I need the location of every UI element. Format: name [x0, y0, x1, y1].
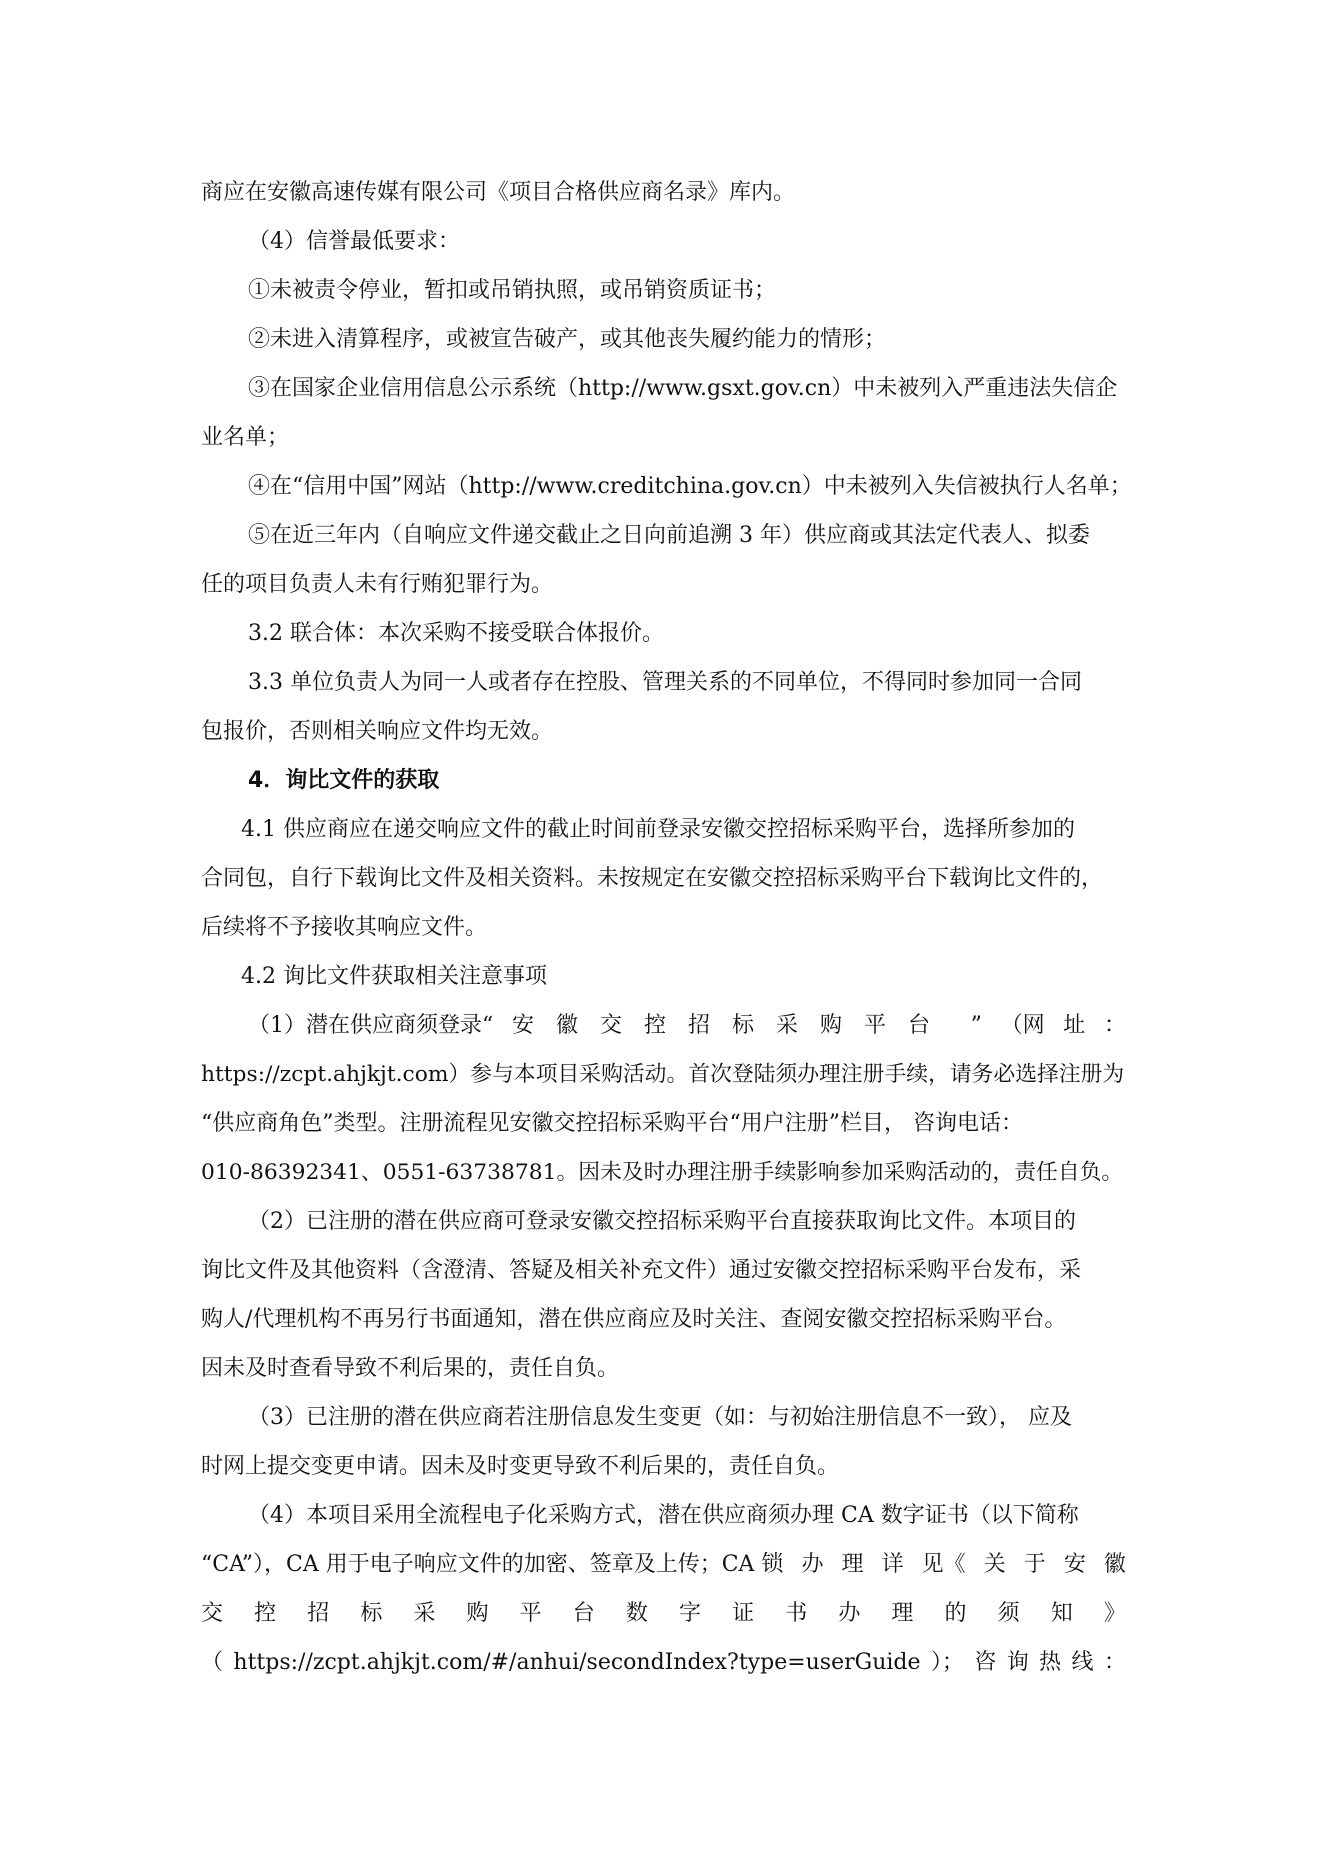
text-segment: 书: [785, 1601, 808, 1626]
paragraph-line: [201, 1540, 1126, 1589]
paragraph-line: （4）本项目采用全流程电子化采购方式，潜在供应商须办理 CA 数字证书（以下简称: [248, 1503, 1079, 1528]
document-body: [201, 168, 1132, 1687]
paragraph-line: 因未及时查看导致不利后果的，责任自负。: [201, 1356, 620, 1381]
text-segment: 理: [841, 1552, 864, 1577]
text-segment: 台: [572, 1601, 595, 1626]
text-segment: 关: [983, 1552, 1006, 1577]
text-segment: 标: [360, 1601, 383, 1626]
text-segment: ：: [1103, 1013, 1126, 1038]
text-segment: 理: [891, 1601, 914, 1626]
text-segment: 详: [881, 1552, 904, 1577]
text-segment: ）；: [930, 1650, 964, 1675]
paragraph-line: （2）已注册的潜在供应商可登录安徽交控招标采购平台直接获取询比文件。本项目的: [248, 1209, 1076, 1234]
text-segment: 址: [1063, 1013, 1086, 1038]
text-segment: 的: [944, 1601, 967, 1626]
guide-url: https://zcpt.ahjkjt.com/#/anhui/secondIndex?type=userGuide: [233, 1650, 921, 1675]
paragraph-line: [201, 1001, 1126, 1050]
text-segment: 询: [1006, 1650, 1029, 1675]
paragraph-line: 询比文件及其他资料（含澄清、答疑及相关补充文件）通过安徽交控招标采购平台发布，采: [201, 1258, 1082, 1283]
text-segment: 热: [1039, 1650, 1062, 1675]
paragraph-line: “供应商角色”类型。注册流程见安徽交控招标采购平台“用户注册”栏目， 咨询电话：: [201, 1111, 1023, 1136]
paragraph-line: 3.3 单位负责人为同一人或者存在控股、管理关系的不同单位，不得同时参加同一合同: [248, 670, 1082, 695]
paragraph-line: 合同包，自行下载询比文件及相关资料。未按规定在安徽交控招标采购平台下载询比文件的，: [201, 866, 1104, 891]
text-segment: （1）潜在供应商须登录“: [248, 1013, 494, 1038]
text-segment: 知: [1050, 1601, 1073, 1626]
text-segment: 招: [307, 1601, 330, 1626]
paragraph-line: 业名单；: [201, 425, 290, 450]
text-segment: 徽: [1103, 1552, 1126, 1577]
text-segment: 咨: [974, 1650, 997, 1675]
list-item: ①未被责令停业，暂扣或吊销执照，或吊销资质证书；: [248, 278, 777, 303]
text-segment: 采: [413, 1601, 436, 1626]
text-segment: 购: [466, 1601, 489, 1626]
text-segment: 平: [519, 1601, 542, 1626]
text-segment: 》: [1103, 1601, 1126, 1626]
paragraph-line: 后续将不予接收其响应文件。: [201, 915, 488, 940]
paragraph-line: 时网上提交变更申请。因未及时变更导致不利后果的，责任自负。: [201, 1454, 840, 1479]
paragraph-line: 4.1 供应商应在递交响应文件的截止时间前登录安徽交控招标采购平台，选择所参加的: [241, 817, 1075, 842]
text-segment: 安: [1063, 1552, 1086, 1577]
text-segment: （: [201, 1650, 224, 1675]
paragraph-line: 任的项目负责人未有行贿犯罪行为。: [201, 572, 554, 597]
paragraph-line: 3.2 联合体：本次采购不接受联合体报价。: [248, 621, 664, 646]
paragraph-line: 购人/代理机构不再另行书面通知，潜在供应商应及时关注、查阅安徽交控招标采购平台。: [201, 1307, 1067, 1332]
text-segment: 线: [1071, 1650, 1094, 1675]
list-item: ⑤在近三年内（自响应文件递交截止之日向前追溯 3 年）供应商或其法定代表人、拟委: [248, 523, 1090, 548]
paragraph-line: [201, 1589, 1126, 1638]
section-heading: 4．询比文件的获取: [248, 768, 440, 793]
text-segment: （网: [1000, 1013, 1045, 1038]
text-segment: 证: [732, 1601, 755, 1626]
text-segment: 数: [625, 1601, 648, 1626]
text-segment: 见《: [921, 1552, 966, 1577]
text-segment: 于: [1023, 1552, 1046, 1577]
paragraph-line: （3）已注册的潜在供应商若注册信息发生变更（如：与初始注册信息不一致）， 应及: [248, 1405, 1072, 1430]
text-segment: 须: [997, 1601, 1020, 1626]
list-item: ④在“信用中国”网站（http://www.creditchina.gov.cn）中未被列入失信被执行人名单；: [248, 474, 1132, 499]
text-segment: 字: [678, 1601, 701, 1626]
paragraph-line: 4.2 询比文件获取相关注意事项: [241, 964, 547, 989]
paragraph-line: （4）信誉最低要求：: [248, 229, 460, 254]
paragraph-line: 010-86392341、0551-63738781。因未及时办理注册手续影响参加采购活动的，责任自负。: [201, 1160, 1124, 1185]
text-segment: “CA”），CA 用于电子响应文件的加密、签章及上传；CA 锁: [201, 1552, 784, 1577]
paragraph-line: https://zcpt.ahjkjt.com）参与本项目采购活动。首次登陆须办理注册手续，请务必选择注册为: [201, 1062, 1125, 1087]
text-segment: 办: [838, 1601, 861, 1626]
text-segment: 控: [254, 1601, 277, 1626]
paragraph-line: 包报价，否则相关响应文件均无效。: [201, 719, 554, 744]
paragraph-line: 商应在安徽高速传媒有限公司《项目合格供应商名录》库内。: [201, 180, 796, 205]
list-item: ③在国家企业信用信息公示系统（http://www.gsxt.gov.cn）中未被列入严重违法失信企: [248, 376, 1118, 401]
text-segment: 交: [201, 1601, 224, 1626]
text-segment: 办: [801, 1552, 824, 1577]
text-segment: ：: [1103, 1650, 1126, 1675]
list-item: ②未进入清算程序，或被宣告破产，或其他丧失履约能力的情形；: [248, 327, 887, 352]
text-segment: ”: [970, 1013, 982, 1038]
platform-name: 安徽交控招标采购平台: [511, 1013, 952, 1038]
paragraph-line: [201, 1638, 1126, 1687]
